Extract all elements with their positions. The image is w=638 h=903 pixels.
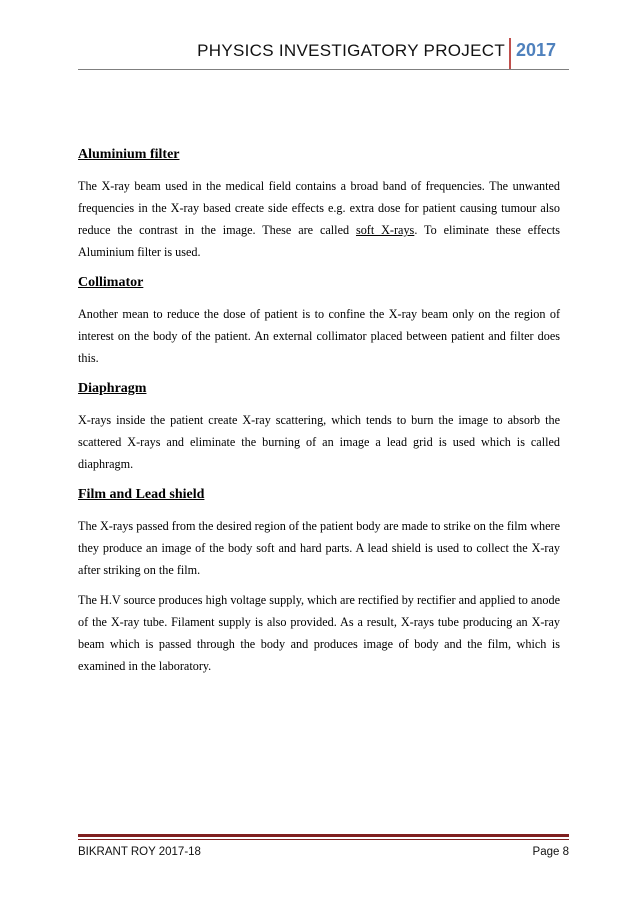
page-footer	[78, 834, 569, 874]
footer-rule-thin	[78, 839, 569, 840]
page-content	[78, 146, 560, 677]
header-rule	[78, 69, 569, 70]
page-header	[0, 38, 638, 74]
footer-author: BIKRANT ROY 2017-18	[78, 846, 201, 858]
heading-collimator: Collimator	[78, 275, 144, 290]
paragraph-aluminium-filter	[78, 175, 560, 263]
header-year: 2017	[516, 40, 557, 60]
soft-xrays-term: soft X-rays	[355, 223, 415, 237]
page-number: Page 8	[532, 846, 569, 858]
heading-diaphragm: Diaphragm	[78, 381, 147, 396]
paragraph-diaphragm: X-rays inside the patient create X-ray scattering, which tends to burn the image to absorb the scattered X-rays and eliminate the burning of an image a lead grid is used which is called diaphragm.	[78, 413, 560, 471]
heading-aluminium-filter: Aluminium filter	[78, 147, 180, 162]
paragraph-collimator: Another mean to reduce the dose of patient is to confine the X-ray beam only on the region of interest on the body of the patient. An external collimator placed between patient and filter does this.	[78, 307, 560, 365]
header-title: PHYSICS INVESTIGATORY PROJECT	[197, 41, 505, 60]
paragraph-text: . To eliminate these effects Aluminium filter is used.	[78, 223, 561, 259]
header-separator	[509, 38, 511, 69]
footer-rule	[78, 834, 569, 837]
paragraph-film-lead-shield: The X-rays passed from the desired region of the patient body are made to strike on the film where they produce an image of the body soft and hard parts. A lead shield is used to collect the X-ray after striking on the film.	[78, 519, 560, 577]
heading-film-lead-shield: Film and Lead shield	[78, 487, 205, 502]
paragraph-text: The X-ray beam used in the medical field contains a broad band of frequencies. The unwanted frequencies in the X-ray based create side effects e.g. extra dose for patient causing tumour also reduce the contrast in the image. These are called	[78, 179, 560, 237]
paragraph-hv-source: The H.V source produces high voltage supply, which are rectified by rectifier and applied to anode of the X-ray tube. Filament supply is also provided. As a result, X-rays tube producing an X-ray beam which is passed through the body and produces image of body and the film, which is examined in the laboratory.	[78, 593, 560, 673]
